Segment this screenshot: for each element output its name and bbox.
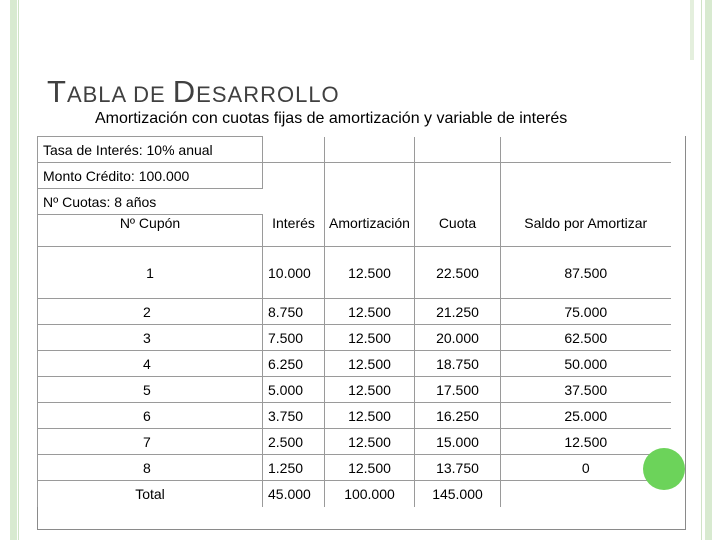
total-label: Total bbox=[38, 481, 263, 507]
header-amortization: Amortización bbox=[325, 215, 415, 247]
decorative-stripe bbox=[690, 0, 694, 60]
param-rate: Tasa de Interés: 10% anual bbox=[38, 137, 263, 163]
table-row: 5 5.000 12.500 17.500 37.500 bbox=[38, 377, 671, 403]
header-balance: Saldo por Amortizar bbox=[501, 215, 671, 247]
table-row: 8 1.250 12.500 13.750 0 bbox=[38, 455, 671, 481]
table-row: 7 2.500 12.500 15.000 12.500 bbox=[38, 429, 671, 455]
amortization-table bbox=[37, 136, 671, 507]
table-total-row bbox=[38, 481, 671, 507]
slide-subtitle: Amortización con cuotas fijas de amortización y variable de interés bbox=[95, 110, 568, 127]
param-row-amount bbox=[38, 163, 671, 189]
table-row: 3 7.500 12.500 20.000 62.500 bbox=[38, 325, 671, 351]
header-installment: Cuota bbox=[415, 215, 501, 247]
table-header-row bbox=[38, 215, 671, 247]
param-row-rate bbox=[38, 137, 671, 163]
total-interest: 45.000 bbox=[263, 481, 325, 507]
table-row: 4 6.250 12.500 18.750 50.000 bbox=[38, 351, 671, 377]
slide-title: TABLA DE DESARROLLO bbox=[47, 74, 340, 109]
total-amortization: 100.000 bbox=[325, 481, 415, 507]
table-row: 2 8.750 12.500 21.250 75.000 bbox=[38, 299, 671, 325]
param-row-installments bbox=[38, 189, 671, 215]
header-coupon: Nº Cupón bbox=[38, 215, 263, 247]
param-amount: Monto Crédito: 100.000 bbox=[38, 163, 263, 189]
table-row: 6 3.750 12.500 16.250 25.000 bbox=[38, 403, 671, 429]
header-interest: Interés bbox=[263, 215, 325, 247]
table-row: 1 10.000 12.500 22.500 87.500 bbox=[38, 247, 671, 299]
param-installments: Nº Cuotas: 8 años bbox=[38, 189, 263, 215]
green-circle-decoration bbox=[643, 448, 685, 490]
total-installment: 145.000 bbox=[415, 481, 501, 507]
total-balance bbox=[501, 481, 671, 507]
